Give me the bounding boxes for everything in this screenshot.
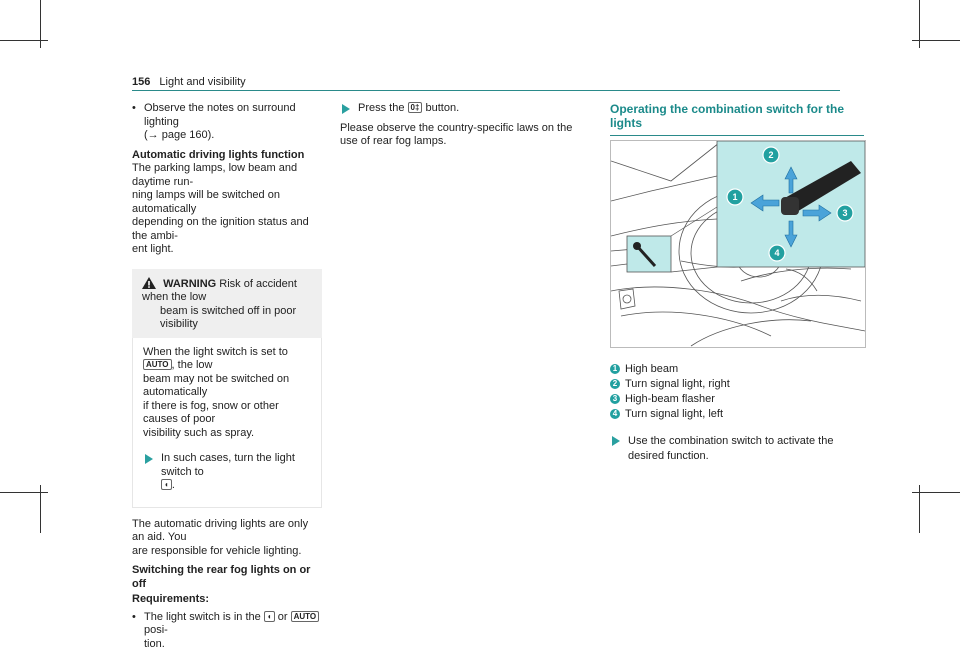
press-step (340, 102, 590, 116)
step-arrow-icon (612, 436, 620, 446)
auto-lights-text (132, 162, 322, 257)
text-line: tion. (144, 637, 165, 650)
warning-title: Risk of accident when the low (142, 277, 297, 303)
text-line: , the low (171, 359, 213, 371)
text-line: posi- (144, 624, 168, 636)
bullet-dot: • (132, 610, 136, 623)
legend-badge: 2 (610, 379, 620, 389)
text-line: The light switch is in the (144, 610, 261, 623)
page-link[interactable]: (→ page 160). (144, 129, 215, 141)
warning-header (132, 269, 322, 338)
aid-text (132, 518, 322, 559)
header-rule (132, 90, 840, 91)
crop-mark (0, 492, 48, 493)
callout-number: 4 (774, 248, 780, 258)
warning-step (143, 452, 311, 493)
warning-title-line: beam is switched off in poor visibility (160, 304, 297, 330)
low-beam-symbol-icon: ◖ (264, 611, 275, 622)
text-line: The parking lamps, low beam and daytime run- (132, 162, 298, 188)
legend-badge: 1 (610, 364, 620, 374)
text-line: . (171, 479, 175, 491)
activate-step (610, 434, 833, 464)
combination-switch-figure (610, 140, 866, 348)
column-middle (340, 102, 590, 149)
callout-number: 2 (768, 150, 774, 160)
callout-number: 1 (732, 192, 738, 202)
text-line: ent light. (132, 243, 174, 255)
legend-item (610, 377, 833, 392)
column-left (132, 102, 322, 657)
warning-box (132, 269, 322, 508)
fog-laws-text (340, 122, 590, 149)
warning-body (132, 338, 322, 508)
legend-badge: 3 (610, 394, 620, 404)
legend-item (610, 407, 833, 422)
text-line: are responsible for vehicle lighting. (132, 544, 302, 557)
bullet-requirement (132, 611, 322, 652)
text-line: In such cases, turn the light switch to (161, 452, 295, 478)
warning-triangle-icon (142, 277, 156, 289)
title-line: Operating the combination switch for the (610, 102, 845, 116)
text-line: if there is fog, snow or other causes of poor (143, 399, 279, 425)
crop-mark (0, 40, 48, 41)
page-header (132, 76, 246, 88)
section-title: Light and visibility (159, 76, 246, 88)
text-line: depending on the ignition status and the ambi- (132, 216, 309, 242)
auto-symbol-icon: AUTO (291, 611, 320, 622)
fog-light-button-icon: 0‡ (408, 102, 423, 113)
low-beam-symbol-icon: ◖ (161, 479, 172, 490)
text-line: button. (425, 102, 460, 114)
legend-item (610, 392, 833, 407)
crop-mark (912, 492, 960, 493)
text-line: The automatic driving lights are only an aid. You (132, 517, 309, 543)
text-line: beam may not be switched on automatically (143, 372, 290, 398)
fog-lights-heading: Switching the rear fog lights on or off (132, 564, 311, 590)
legend-label: High beam (625, 363, 679, 375)
page-number: 156 (132, 76, 151, 88)
text-line: use of rear fog lamps. (340, 135, 447, 147)
legend-label: High-beam flasher (625, 393, 715, 405)
combination-switch-title (610, 102, 864, 130)
legend-item (610, 362, 833, 377)
crop-mark (912, 40, 960, 41)
text-line: Press the (358, 102, 405, 114)
legend-badge: 4 (610, 409, 620, 419)
dashboard-illustration (611, 141, 865, 347)
requirements-heading: Requirements: (132, 593, 210, 605)
legend-label: Turn signal light, left (625, 408, 724, 420)
step-arrow-icon (342, 104, 350, 114)
warning-label: WARNING (163, 277, 217, 290)
bullet-surround-lighting (132, 102, 322, 143)
text-line: When the light switch is set to (143, 345, 288, 358)
text-line: ning lamps will be switched on automatically (132, 189, 280, 215)
callout-number: 3 (842, 208, 848, 218)
title-line: lights (610, 116, 642, 130)
text-line: desired function. (628, 450, 709, 462)
text-line: Use the combination switch to activate the (628, 435, 834, 447)
bullet-text: Observe the notes on surround lighting (144, 102, 296, 128)
text-line: or (277, 610, 288, 623)
figure-legend (610, 362, 833, 470)
step-arrow-icon (145, 454, 153, 464)
text-line: visibility such as spray. (143, 426, 255, 439)
legend-label: Turn signal light, right (625, 378, 730, 390)
bullet-dot: • (132, 102, 136, 114)
section-rule (610, 135, 864, 136)
auto-lights-heading: Automatic driving lights function (132, 148, 305, 161)
auto-symbol-icon: AUTO (143, 359, 172, 370)
text-line: Please observe the country-specific laws on the (340, 121, 573, 134)
